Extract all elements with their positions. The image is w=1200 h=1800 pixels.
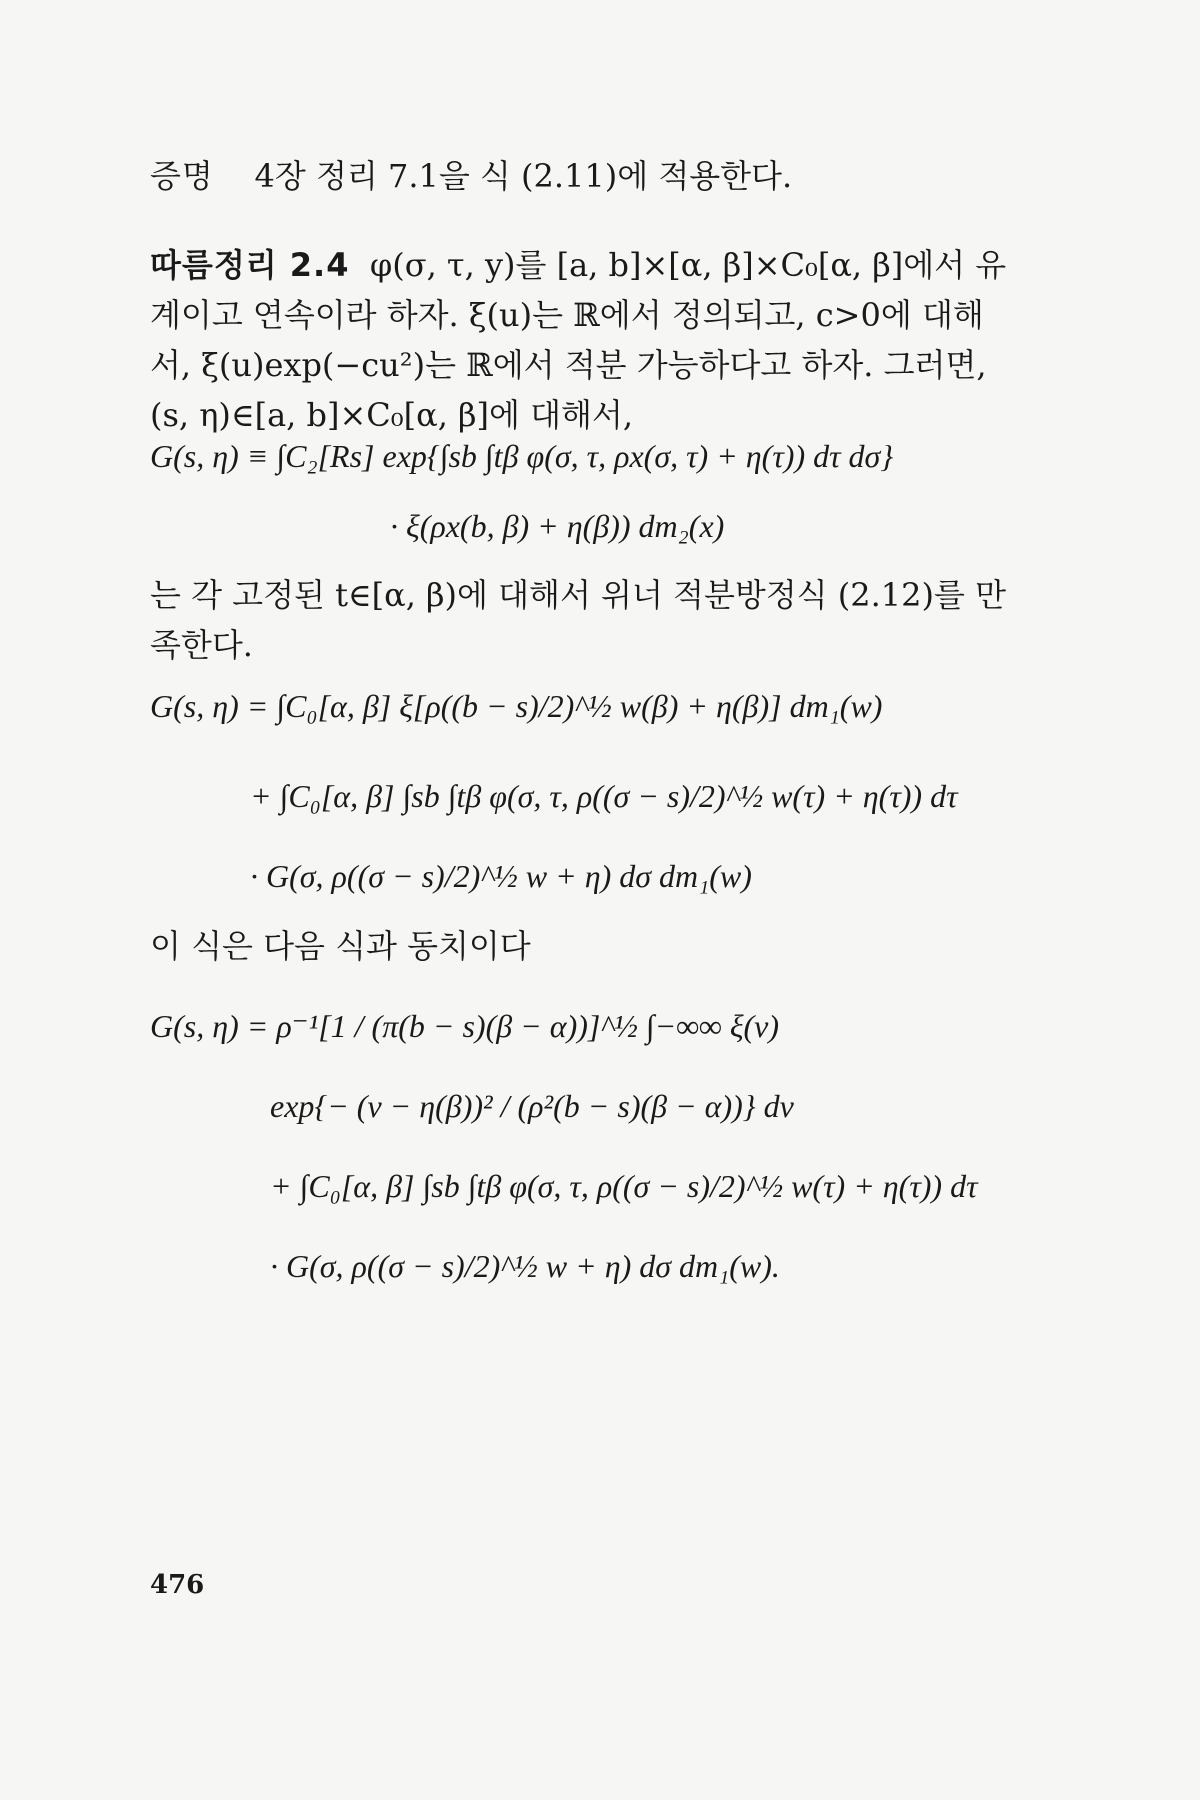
paragraph-2 <box>150 570 1030 670</box>
equation-3-line-4: · G(σ, ρ((σ − s)/2)^½ w + η) dσ dm₁(w). <box>270 1248 780 1284</box>
corollary-line-2: 계이고 연속이라 하자. ξ(u)는 ℝ에서 정의되고, c>0에 대해 <box>150 296 984 334</box>
equation-3-line-3: + ∫C₀[α, β] ∫sb ∫tβ φ(σ, τ, ρ((σ − s)/2)^½ w(τ) + η(τ)) dτ <box>270 1168 978 1204</box>
proof-label: 증명 <box>150 157 214 195</box>
paragraph-2-line-1: 는 각 고정된 t∈[α, β)에 대해서 위너 적분방정식 (2.12)를 만 <box>150 576 1006 614</box>
corollary-line-1: φ(σ, τ, y)를 [a, b]×[α, β]×C₀[α, β]에서 유 <box>369 246 1007 284</box>
corollary-label: 따름정리 2.4 <box>150 246 350 284</box>
equation-3-line-2: exp{− (v − η(β))² / (ρ²(b − s)(β − α))} dv <box>270 1088 794 1124</box>
proof-text: 4장 정리 7.1을 식 (2.11)에 적용한다. <box>254 157 793 195</box>
equation-2-line-2: + ∫C₀[α, β] ∫sb ∫tβ φ(σ, τ, ρ((σ − s)/2)^½ w(τ) + η(τ)) dτ <box>250 778 958 814</box>
equation-3-line-1: G(s, η) = ρ⁻¹[1 / (π(b − s)(β − α))]^½ ∫−∞∞ ξ(v) <box>150 1008 780 1044</box>
equation-2-line-3: · G(σ, ρ((σ − s)/2)^½ w + η) dσ dm₁(w) <box>250 858 752 894</box>
paragraph-3: 이 식은 다음 식과 동치이다 <box>150 927 531 965</box>
page-number: 476 <box>150 1570 205 1600</box>
corollary-line-3: 서, ξ(u)exp(−cu²)는 ℝ에서 적분 가능하다고 하자. 그러면, <box>150 346 987 384</box>
equation-1-line-1: G(s, η) ≡ ∫C₂[Rs] exp{∫sb ∫tβ φ(σ, τ, ρx(σ, τ) + η(τ)) dτ dσ} <box>150 438 894 474</box>
equation-2-line-1: G(s, η) = ∫C₀[α, β] ξ[ρ((b − s)/2)^½ w(β) + η(β)] dm₁(w) <box>150 688 883 724</box>
paragraph-2-line-2: 족한다. <box>150 626 253 664</box>
corollary-paragraph <box>150 240 1030 440</box>
corollary-line-4: (s, η)∈[a, b]×C₀[α, β]에 대해서, <box>150 396 634 434</box>
equation-1-line-2: · ξ(ρx(b, β) + η(β)) dm₂(x) <box>390 508 725 544</box>
proof-line <box>150 157 1050 195</box>
